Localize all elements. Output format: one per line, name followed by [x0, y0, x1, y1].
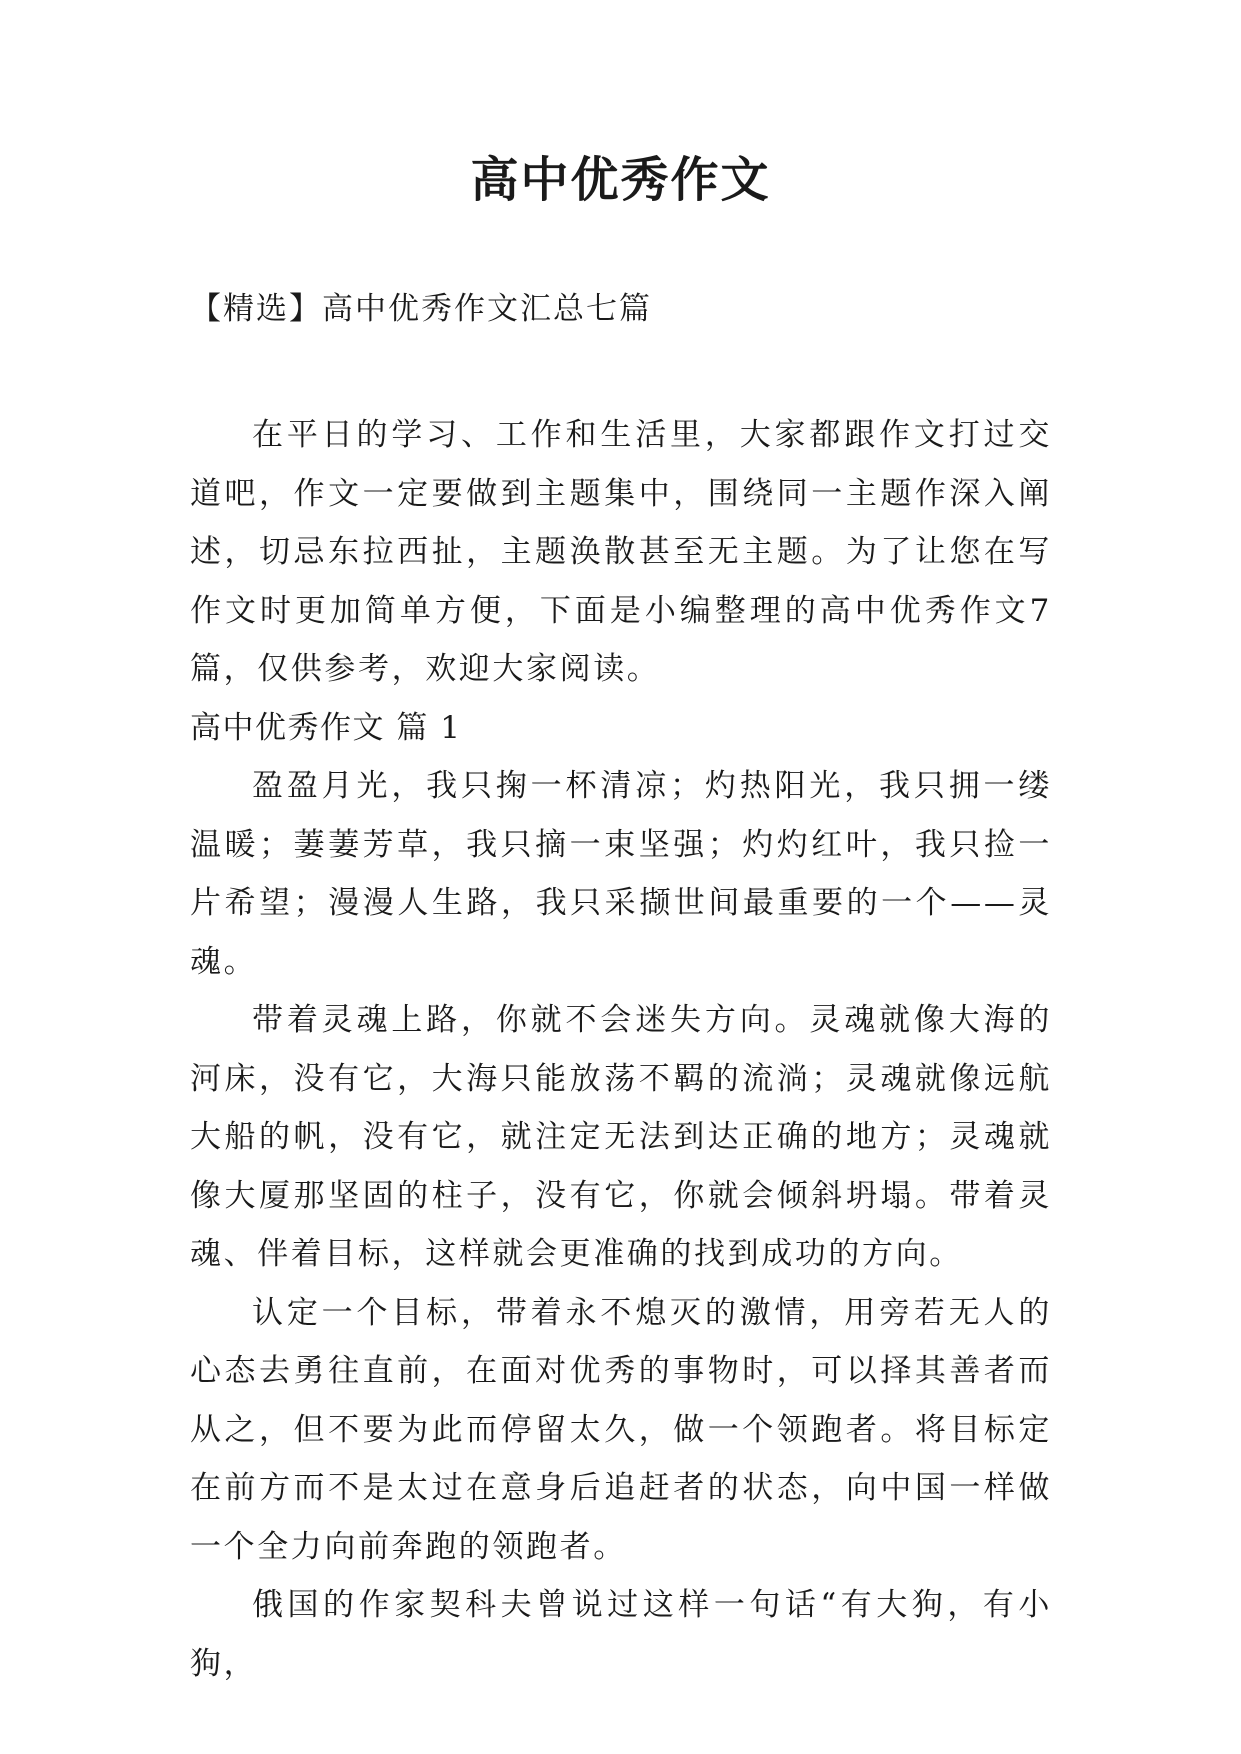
document-body [190, 406, 1052, 1693]
body-paragraph: 认定一个目标，带着永不熄灭的激情，用旁若无人的心态去勇往直前，在面对优秀的事物时，可以择其善者而从之，但不要为此而停留太久，做一个领跑者。将目标定在前方而不是太过在意身后追赶者的状态，向中国一样做一个全力向前奔跑的领跑者。 [190, 1294, 1052, 1565]
body-paragraph: 盈盈月光，我只掬一杯清凉；灼热阳光，我只拥一缕温暖；萋萋芳草，我只摘一束坚强；灼灼红叶，我只捡一片希望；漫漫人生路，我只采撷世间最重要的一个——灵魂。 [190, 768, 1052, 980]
body-paragraph: 俄国的作家契科夫曾说过这样一句话“有大狗，有小狗， [190, 1587, 1052, 1682]
section-heading: 高中优秀作文 篇 1 [190, 709, 462, 746]
document-subtitle: 【精选】高中优秀作文汇总七篇 [190, 291, 652, 327]
body-paragraph: 带着灵魂上路，你就不会迷失方向。灵魂就像大海的河床，没有它，大海只能放荡不羁的流淌；灵魂就像远航大船的帆，没有它，就注定无法到达正确的地方；灵魂就像大厦那坚固的柱子，没有它，你就会倾斜坍塌。带着灵魂、伴着目标，这样就会更准确的找到成功的方向。 [190, 1002, 1052, 1272]
intro-paragraph: 在平日的学习、工作和生活里，大家都跟作文打过交道吧，作文一定要做到主题集中，围绕同一主题作深入阐述，切忌东拉西扯，主题涣散甚至无主题。为了让您在写作文时更加简单方便，下面是小编整理的高中优秀作文7篇，仅供参考，欢迎大家阅读。 [190, 417, 1052, 687]
document-title: 高中优秀作文 [470, 152, 771, 208]
